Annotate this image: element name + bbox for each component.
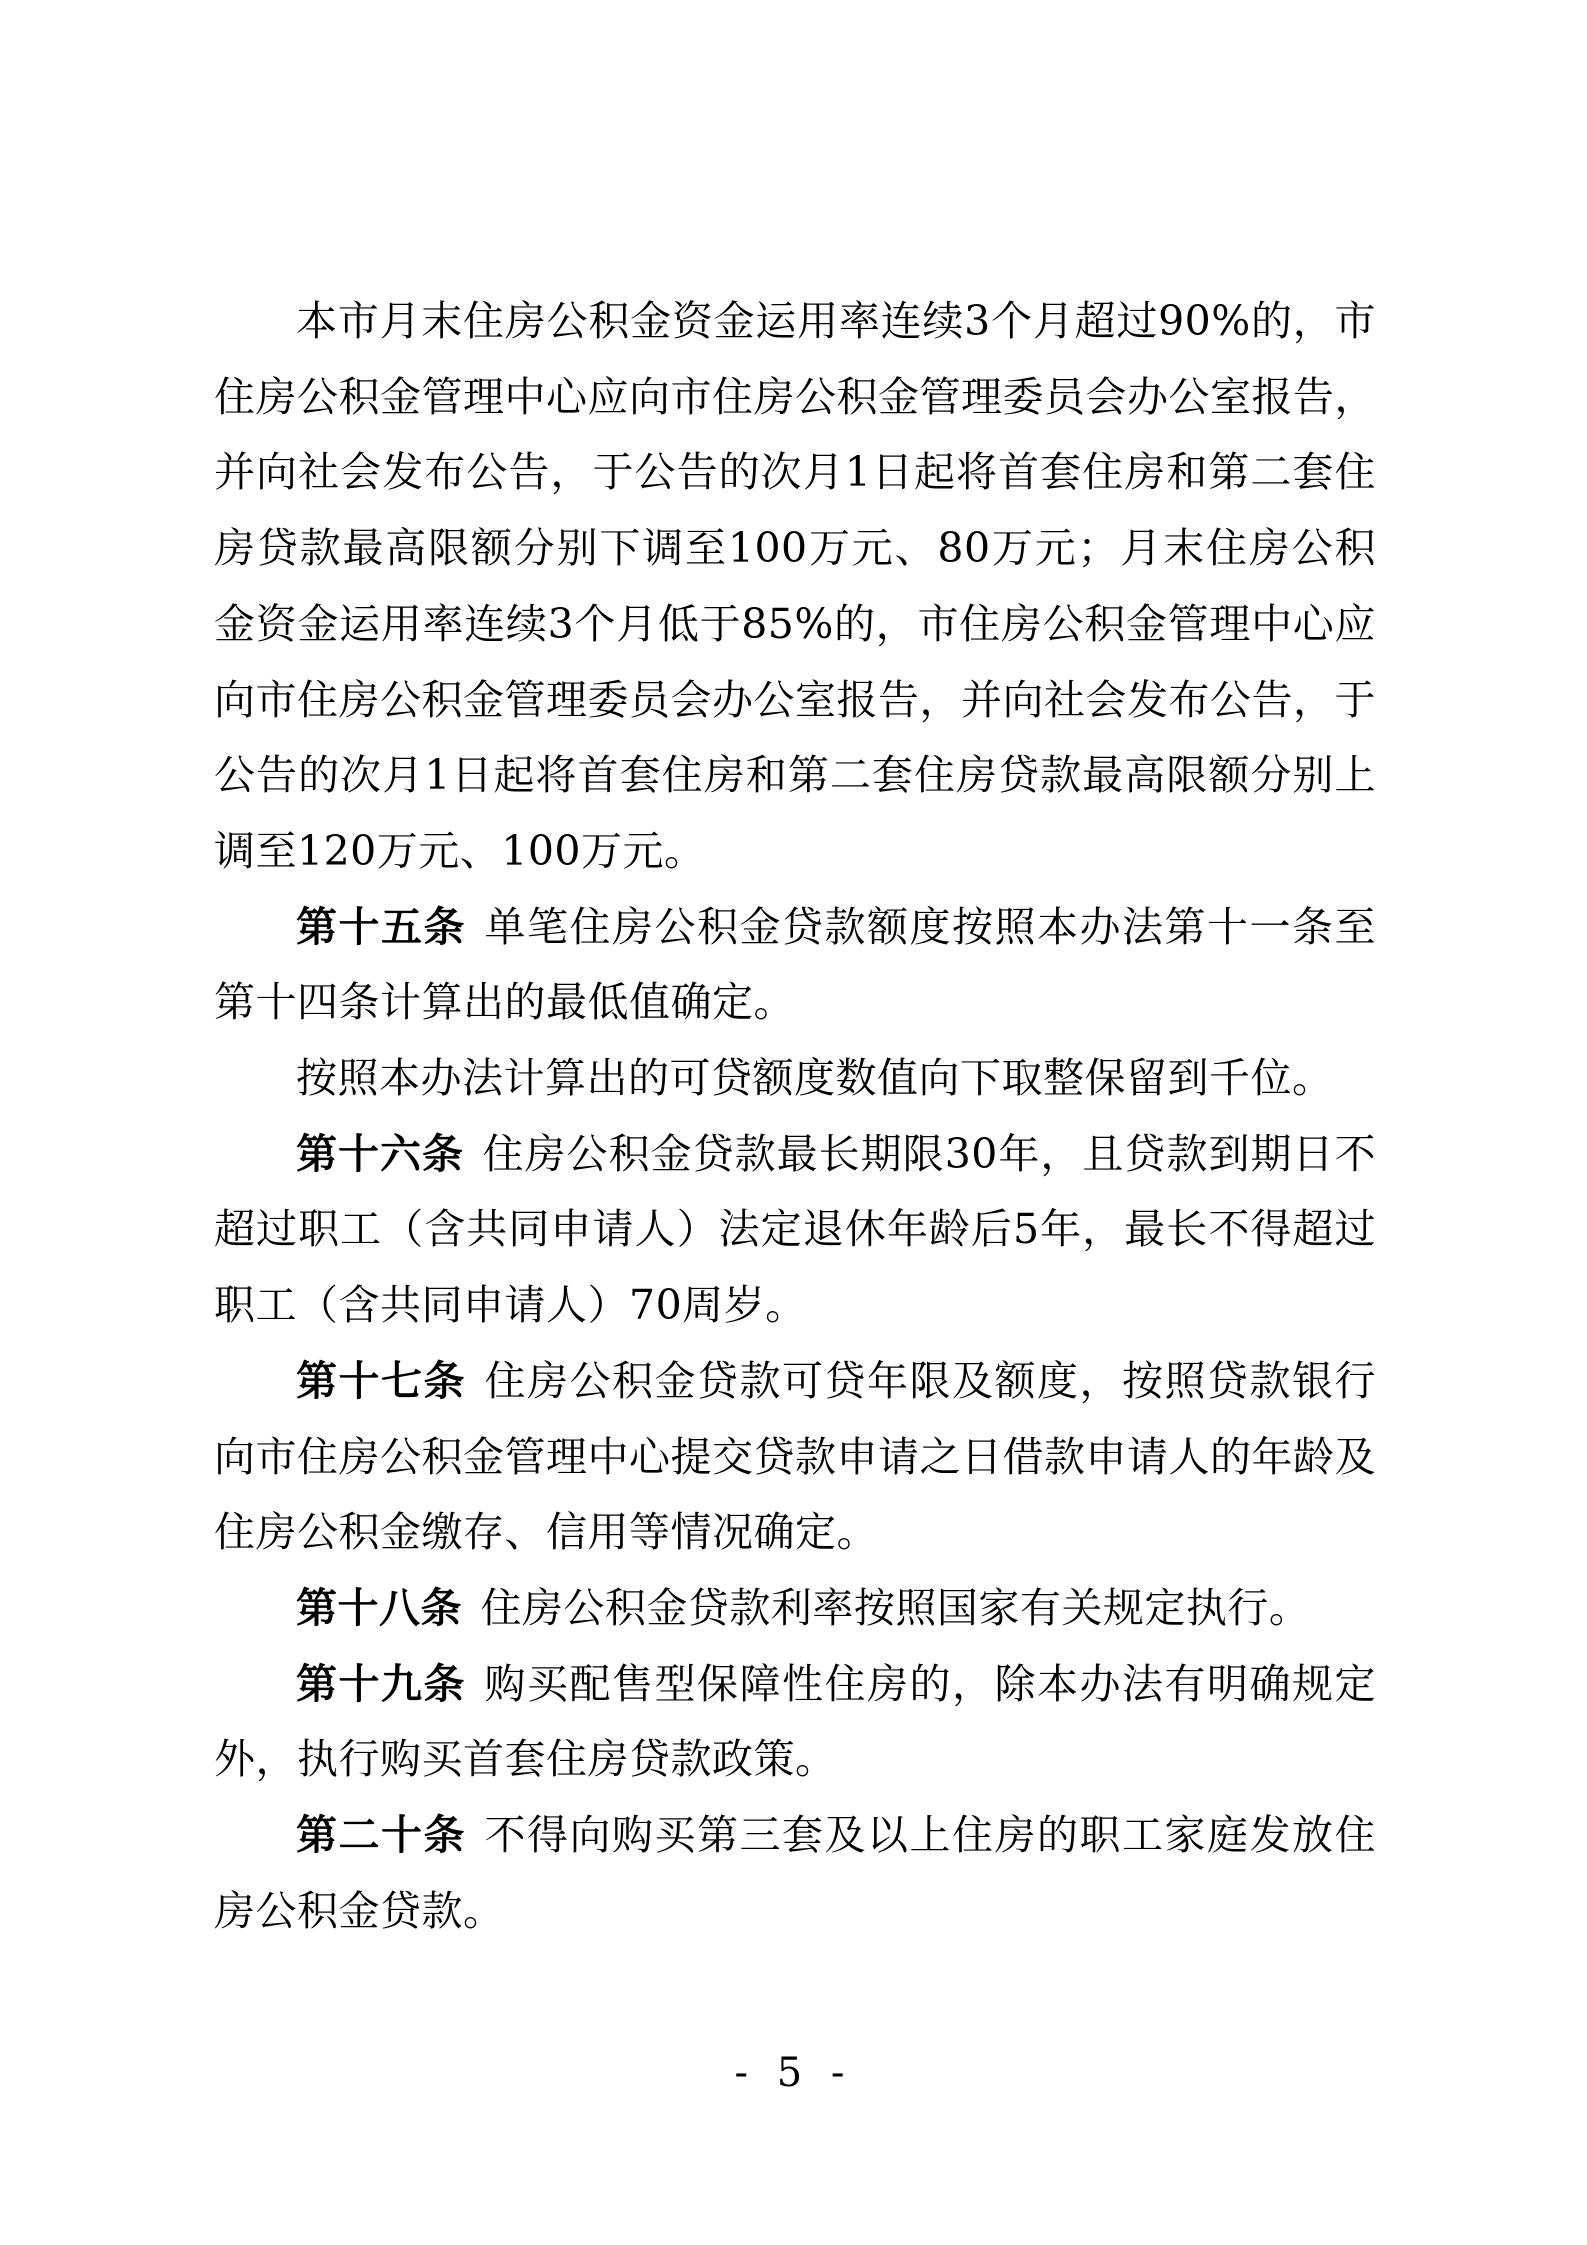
article-heading: 第十六条 — [296, 1129, 465, 1178]
body-text — [214, 284, 1376, 1949]
article-text: 住房公积金贷款最长期限30年，且贷款到期日不超过职工（含共同申请人）法定退休年龄后5年，最长不得超过职工（含共同申请人）70周岁。 — [214, 1129, 1377, 1330]
article-heading: 第十九条 — [296, 1659, 467, 1708]
article-text: 住房公积金贷款利率按照国家有关规定执行。 — [480, 1583, 1311, 1632]
article-18 — [214, 1571, 1376, 1647]
paragraph-rounding-rule — [214, 1041, 1376, 1117]
paragraph-loan-limit-adjustment — [214, 284, 1376, 890]
article-15 — [214, 890, 1376, 1041]
article-19 — [214, 1647, 1376, 1798]
article-heading: 第十八条 — [296, 1583, 462, 1632]
article-text: 购买配售型保障性住房的，除本办法有明确规定外，执行购买首套住房贷款政策。 — [214, 1659, 1377, 1784]
paragraph-text: 本市月末住房公积金资金运用率连续3个月超过90%的，市住房公积金管理中心应向市住房公积金管理委员会办公室报告，并向社会发布公告，于公告的次月1日起将首套住房和第二套住房贷款最高限额分别下调至100万元、80万元；月末住房公积金资金运用率连续3个月低于85%的，市住房公积金管理中心应向市住房公积金管理委员会办公室报告，并向社会发布公告，于公告的次月1日起将首套住房和第二套住房贷款最高限额分别上调至120万元、100万元。 — [214, 297, 1376, 875]
page-number: - 5 - — [734, 2050, 853, 2096]
article-heading: 第二十条 — [296, 1811, 467, 1860]
article-heading: 第十七条 — [296, 1356, 467, 1405]
article-20 — [214, 1798, 1376, 1949]
article-text: 单笔住房公积金贷款额度按照本办法第十一条至第十四条计算出的最低值确定。 — [214, 902, 1377, 1027]
paragraph-text: 按照本办法计算出的可贷额度数值向下取整保留到千位。 — [296, 1054, 1334, 1103]
article-16 — [214, 1117, 1376, 1344]
article-text: 不得向购买第三套及以上住房的职工家庭发放住房公积金贷款。 — [214, 1811, 1377, 1935]
article-17 — [214, 1344, 1376, 1571]
article-heading: 第十五条 — [296, 902, 467, 951]
article-text: 住房公积金贷款可贷年限及额度，按照贷款银行向市住房公积金管理中心提交贷款申请之日借款申请人的年龄及住房公积金缴存、信用等情况确定。 — [214, 1356, 1377, 1557]
